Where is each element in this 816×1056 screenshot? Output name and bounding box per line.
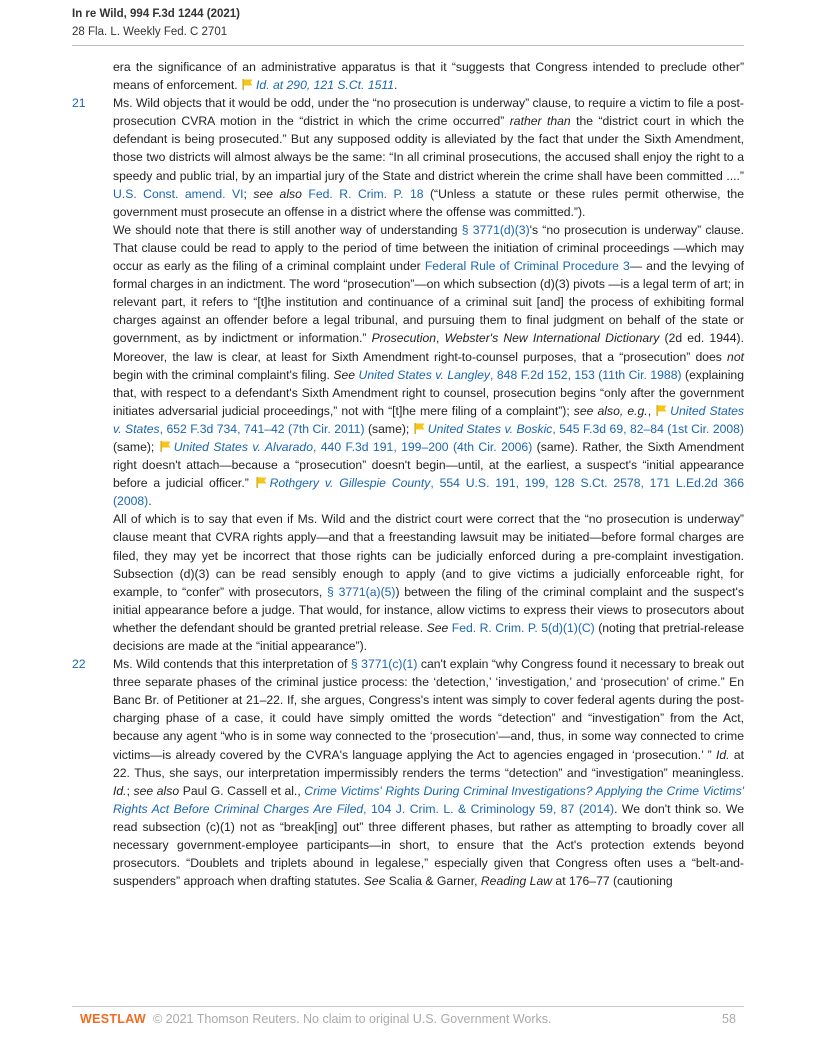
paragraph-21: 21 Ms. Wild objects that it would be odd, under the “no prosecution is underway” clause, to require a victim to file a post-prosecution CVRA motion in the “district in which the crime occurred” rather than the “district court in which the defendant is being prosecuted.” But any supposed oddity is alleviated by the fact that under the Sixth Amendment, those two districts will almost always be the same: “In all criminal prosecutions, the accused shall enjoy the right to a speedy and public trial, by an impartial jury of the State and district wherein the crime shall have been committed ....” U.S. Const. amend. VI; see also Fed. R. Crim. P. 18 (“Unless a statute or these rules permit otherwise, the government must prosecute an offense in a district where the offense was committed.”). <box>72 96 744 219</box>
yellow-flag-icon[interactable] <box>414 423 425 434</box>
header-divider <box>72 45 744 46</box>
citation-link[interactable]: § 3771(c)(1) <box>350 657 418 672</box>
copyright-notice: © 2021 Thomson Reuters. No claim to original U.S. Government Works. <box>153 1012 552 1026</box>
citation-link[interactable]: United States v. Boskic, 545 F.3d 69, 82–84 (1st Cir. 2008) <box>427 421 744 436</box>
yellow-flag-icon[interactable] <box>160 441 171 452</box>
citation-link[interactable]: Federal Rule of Criminal Procedure 3 <box>424 259 630 274</box>
headnote-number-22[interactable]: 22 <box>72 657 86 672</box>
opinion-body <box>72 58 744 890</box>
reporter-citation: 28 Fla. L. Weekly Fed. C 2701 <box>72 26 228 38</box>
yellow-flag-icon[interactable] <box>242 79 253 90</box>
citation-link[interactable]: U.S. Const. amend. VI <box>113 186 244 201</box>
footer-divider <box>72 1006 744 1007</box>
citation-link[interactable]: United States v. Alvarado, 440 F.3d 191, 199–200 (4th Cir. 2006) <box>173 439 533 454</box>
citation-link[interactable]: Fed. R. Crim. P. 5(d)(1)(C) <box>451 620 595 635</box>
paragraph-pre-complaint: All of which is to say that even if Ms. Wild and the district court were correct that the “no prosecution is underway” clause meant that CVRA rights apply—and that a freestanding lawsuit may be initiated—before formal charges are filed, they may yet be incorrect that those rights can be judicially enforced during a pre-complaint investigation. Subsection (d)(3) can be read sensibly enough to apply (and to give victims a judicially enforceable right, for example, to “confer” with prosecutors, § 3771(a)(5)) between the filing of the criminal complaint and the suspect's initial appearance before a judge. That would, for instance, allow victims to express their views to prosecutors about whether the defendant should be granted pretrial release. See Fed. R. Crim. P. 5(d)(1)(C) (noting that pretrial-release decisions are made at the “initial appearance”). <box>113 512 744 653</box>
citation-link[interactable]: United States v. States, 652 F.3d 734, 741–42 (7th Cir. 2011) <box>113 403 745 436</box>
citation-link[interactable]: Crime Victims' Rights During Criminal Investigations? Applying the Crime Victims' Rights Act Before Criminal Charges Are Filed, 104 J. Crim. L. & Criminology 59, 87 (2014) <box>113 783 744 816</box>
paragraph-continued: era the significance of an administrative apparatus is that it “suggests that Congress intended to preclude other” means of enforcement. Id. at 290, 121 S.Ct. 1511. <box>113 60 744 93</box>
page-number: 58 <box>722 1012 736 1026</box>
headnote-number-21[interactable]: 21 <box>72 96 86 111</box>
citation-link[interactable]: Rothgery v. Gillespie County, 554 U.S. 191, 199, 128 S.Ct. 2578, 171 L.Ed.2d 366 (2008) <box>113 476 744 509</box>
yellow-flag-icon[interactable] <box>656 405 667 416</box>
westlaw-logo: WESTLAW <box>80 1012 146 1026</box>
paragraph-22: 22 Ms. Wild contends that this interpretation of § 3771(c)(1) can't explain “why Congress found it necessary to break out three separate phases of the criminal justice process: the ‘detection,’ ‘investigation,’ and ‘prosecution’ of crime.” En Banc Br. of Petitioner at 21–22. If, she argues, Congress's intent was simply to cover federal agents during the post-charging phase of a case, it could have simply omitted the words “detection” and “investigation” from the Act, because any agent “who is in some way connected to the ‘prosecution’—and, thus, in some way connected to crime victims—is already covered by the CVRA's language applying the Act to agencies engaged in ‘prosecution.’ ” Id. at 22. Thus, she says, our interpretation impermissibly renders the terms “detection” and “investigation” meaningless. Id.; see also Paul G. Cassell et al., Crime Victims' Rights During Criminal Investigations? Applying the Crime Victims' Rights Act Before Criminal Charges Are Filed, 104 J. Crim. L. & Criminology 59, 87 (2014). We don't think so. We read subsection (c)(1) not as “break[ing] out” three different phases, but rather as attempting to broadly cover all necessary government-employee participants—in short, to ensure that the Act's protection extends beyond prosecutors. “Doublets and triplets abound in legalese,” especially given that Congress often uses a “belt-and-suspenders” approach when drafting statutes. See Scalia & Garner, Reading Law at 176–77 (cautioning <box>72 657 744 889</box>
citation-link[interactable]: § 3771(d)(3) <box>461 222 530 237</box>
citation-link[interactable]: Fed. R. Crim. P. 18 <box>308 186 424 201</box>
citation-link[interactable]: Id. at 290, 121 S.Ct. 1511 <box>256 78 395 93</box>
paragraph-prosecution: We should note that there is still another way of understanding § 3771(d)(3)'s “no prosecution is underway” clause. That clause could be read to apply to the period of time between the initiation of criminal proceedings —which may occur as early as the filing of a criminal complaint under Federal Rule of Criminal Procedure 3— and the levying of formal charges in an indictment. The word “prosecution”—on which subsection (d)(3) pivots —is a legal term of art; in relevant part, it refers to “[t]he institution and continuance of a criminal suit [and] the process of exhibiting formal charges against an offender before a legal tribunal, and pursuing them to final judgment on behalf of the state or government, as by indictment or information.” Prosecution, Webster's New International Dictionary (2d ed. 1944). Moreover, the law is clear, at least for Sixth Amendment right-to-counsel purposes, that a “prosecution” does not begin with the criminal complaint's filing. See United States v. Langley, 848 F.2d 152, 153 (11th Cir. 1988) (explaining that, with respect to a defendant's Sixth Amendment right to counsel, prosecution begins “only after the government initiates adversarial judicial proceedings,” not with “[t]he mere filing of a complaint”); see also, e.g., United States v. States, 652 F.3d 734, 741–42 (7th Cir. 2011) (same); United States v. Boskic, 545 F.3d 69, 82–84 (1st Cir. 2008) (same); United States v. Alvarado, 440 F.3d 191, 199–200 (4th Cir. 2006) (same). Rather, the Sixth Amendment right doesn't attach—because a “prosecution” doesn't begin—until, at the earliest, a suspect's “initial appearance before a judicial officer.” Rothgery v. Gillespie County, 554 U.S. 191, 199, 128 S.Ct. 2578, 171 L.Ed.2d 366 (2008). <box>113 222 745 509</box>
case-title: In re Wild, 994 F.3d 1244 (2021) <box>72 8 241 20</box>
citation-link[interactable]: § 3771(a)(5) <box>327 584 396 599</box>
yellow-flag-icon[interactable] <box>256 477 267 488</box>
citation-link[interactable]: United States v. Langley, 848 F.2d 152, 153 (11th Cir. 1988) <box>358 367 682 382</box>
